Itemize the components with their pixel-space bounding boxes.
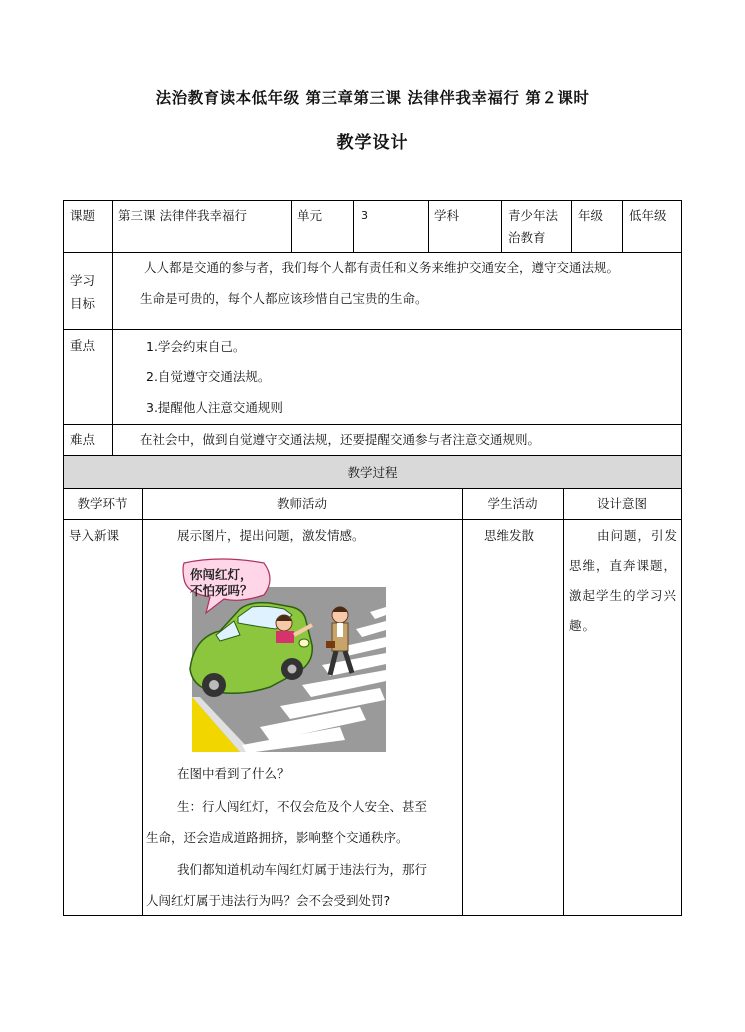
answer-line-2: 生命，还会造成道路拥挤，影响整个交通秩序。: [146, 830, 409, 845]
answer-line-1: 生：行人闯红灯，不仅会危及个人安全、甚至: [177, 799, 428, 814]
followup-line-2: 人闯红灯属于违法行为吗？会不会受到处罚?: [146, 893, 391, 908]
keypoint-item-3: 3.提醒他人注意交通规则: [146, 400, 283, 415]
goals-label-line2: 目标: [70, 296, 96, 311]
subject-label: 学科: [434, 208, 460, 223]
difficulty-label: 难点: [70, 432, 96, 447]
grade-label: 年级: [578, 208, 604, 223]
unit-label: 单元: [297, 208, 323, 223]
bubble-text-line2: 不怕死吗？: [190, 583, 253, 598]
keypoint-item-2: 2.自觉遵守交通法规。: [146, 369, 271, 384]
difficulty-text: 在社会中，做到自觉遵守交通法规，还要提醒交通参与者注意交通规则。: [140, 432, 541, 447]
goals-text-2: 生命是可贵的，每个人都应该珍惜自己宝贵的生命。: [140, 291, 428, 306]
process-header: 教学过程: [347, 465, 398, 480]
teacher-intro: 展示图片，提出问题，激发情感。: [177, 528, 365, 543]
document-title: 法治教育读本低年级 第三章第三课 法律伴我幸福行 第２课时: [155, 88, 590, 107]
document-subtitle: 教学设计: [336, 133, 409, 153]
jaywalking-illustration: [180, 557, 386, 752]
unit-value: 3: [361, 209, 368, 222]
column-student: 学生活动: [487, 496, 538, 511]
goals-label-line1: 学习: [70, 273, 96, 288]
grade-value: 低年级: [629, 208, 667, 223]
student-activity: 思维发散: [484, 528, 535, 543]
lesson-label: 课题: [70, 208, 96, 223]
keypoint-item-1: 1.学会约束自己。: [146, 339, 246, 354]
followup-line-1: 我们都知道机动车闯红灯属于违法行为，那行: [177, 862, 428, 877]
column-stage: 教学环节: [77, 496, 128, 511]
subject-value-line2: 治教育: [508, 230, 546, 245]
subject-value-line1: 青少年法: [508, 208, 559, 223]
column-intent: 设计意图: [596, 496, 647, 511]
keypoints-label: 重点: [70, 338, 96, 353]
lesson-value: 第三课 法律伴我幸福行: [118, 208, 247, 223]
question-text: 在图中看到了什么？: [177, 766, 290, 781]
column-teacher: 教师活动: [276, 496, 327, 511]
stage-cell: 导入新课: [69, 528, 120, 543]
goals-text-1: 人人都是交通的参与者，我们每个人都有责任和义务来维护交通安全，遵守交通法规。: [144, 260, 620, 275]
bubble-text-line1: 你闯红灯，: [190, 567, 253, 582]
design-intent: 由问题，引发思维，直奔课题，激起学生的学习兴趣。: [569, 528, 679, 633]
